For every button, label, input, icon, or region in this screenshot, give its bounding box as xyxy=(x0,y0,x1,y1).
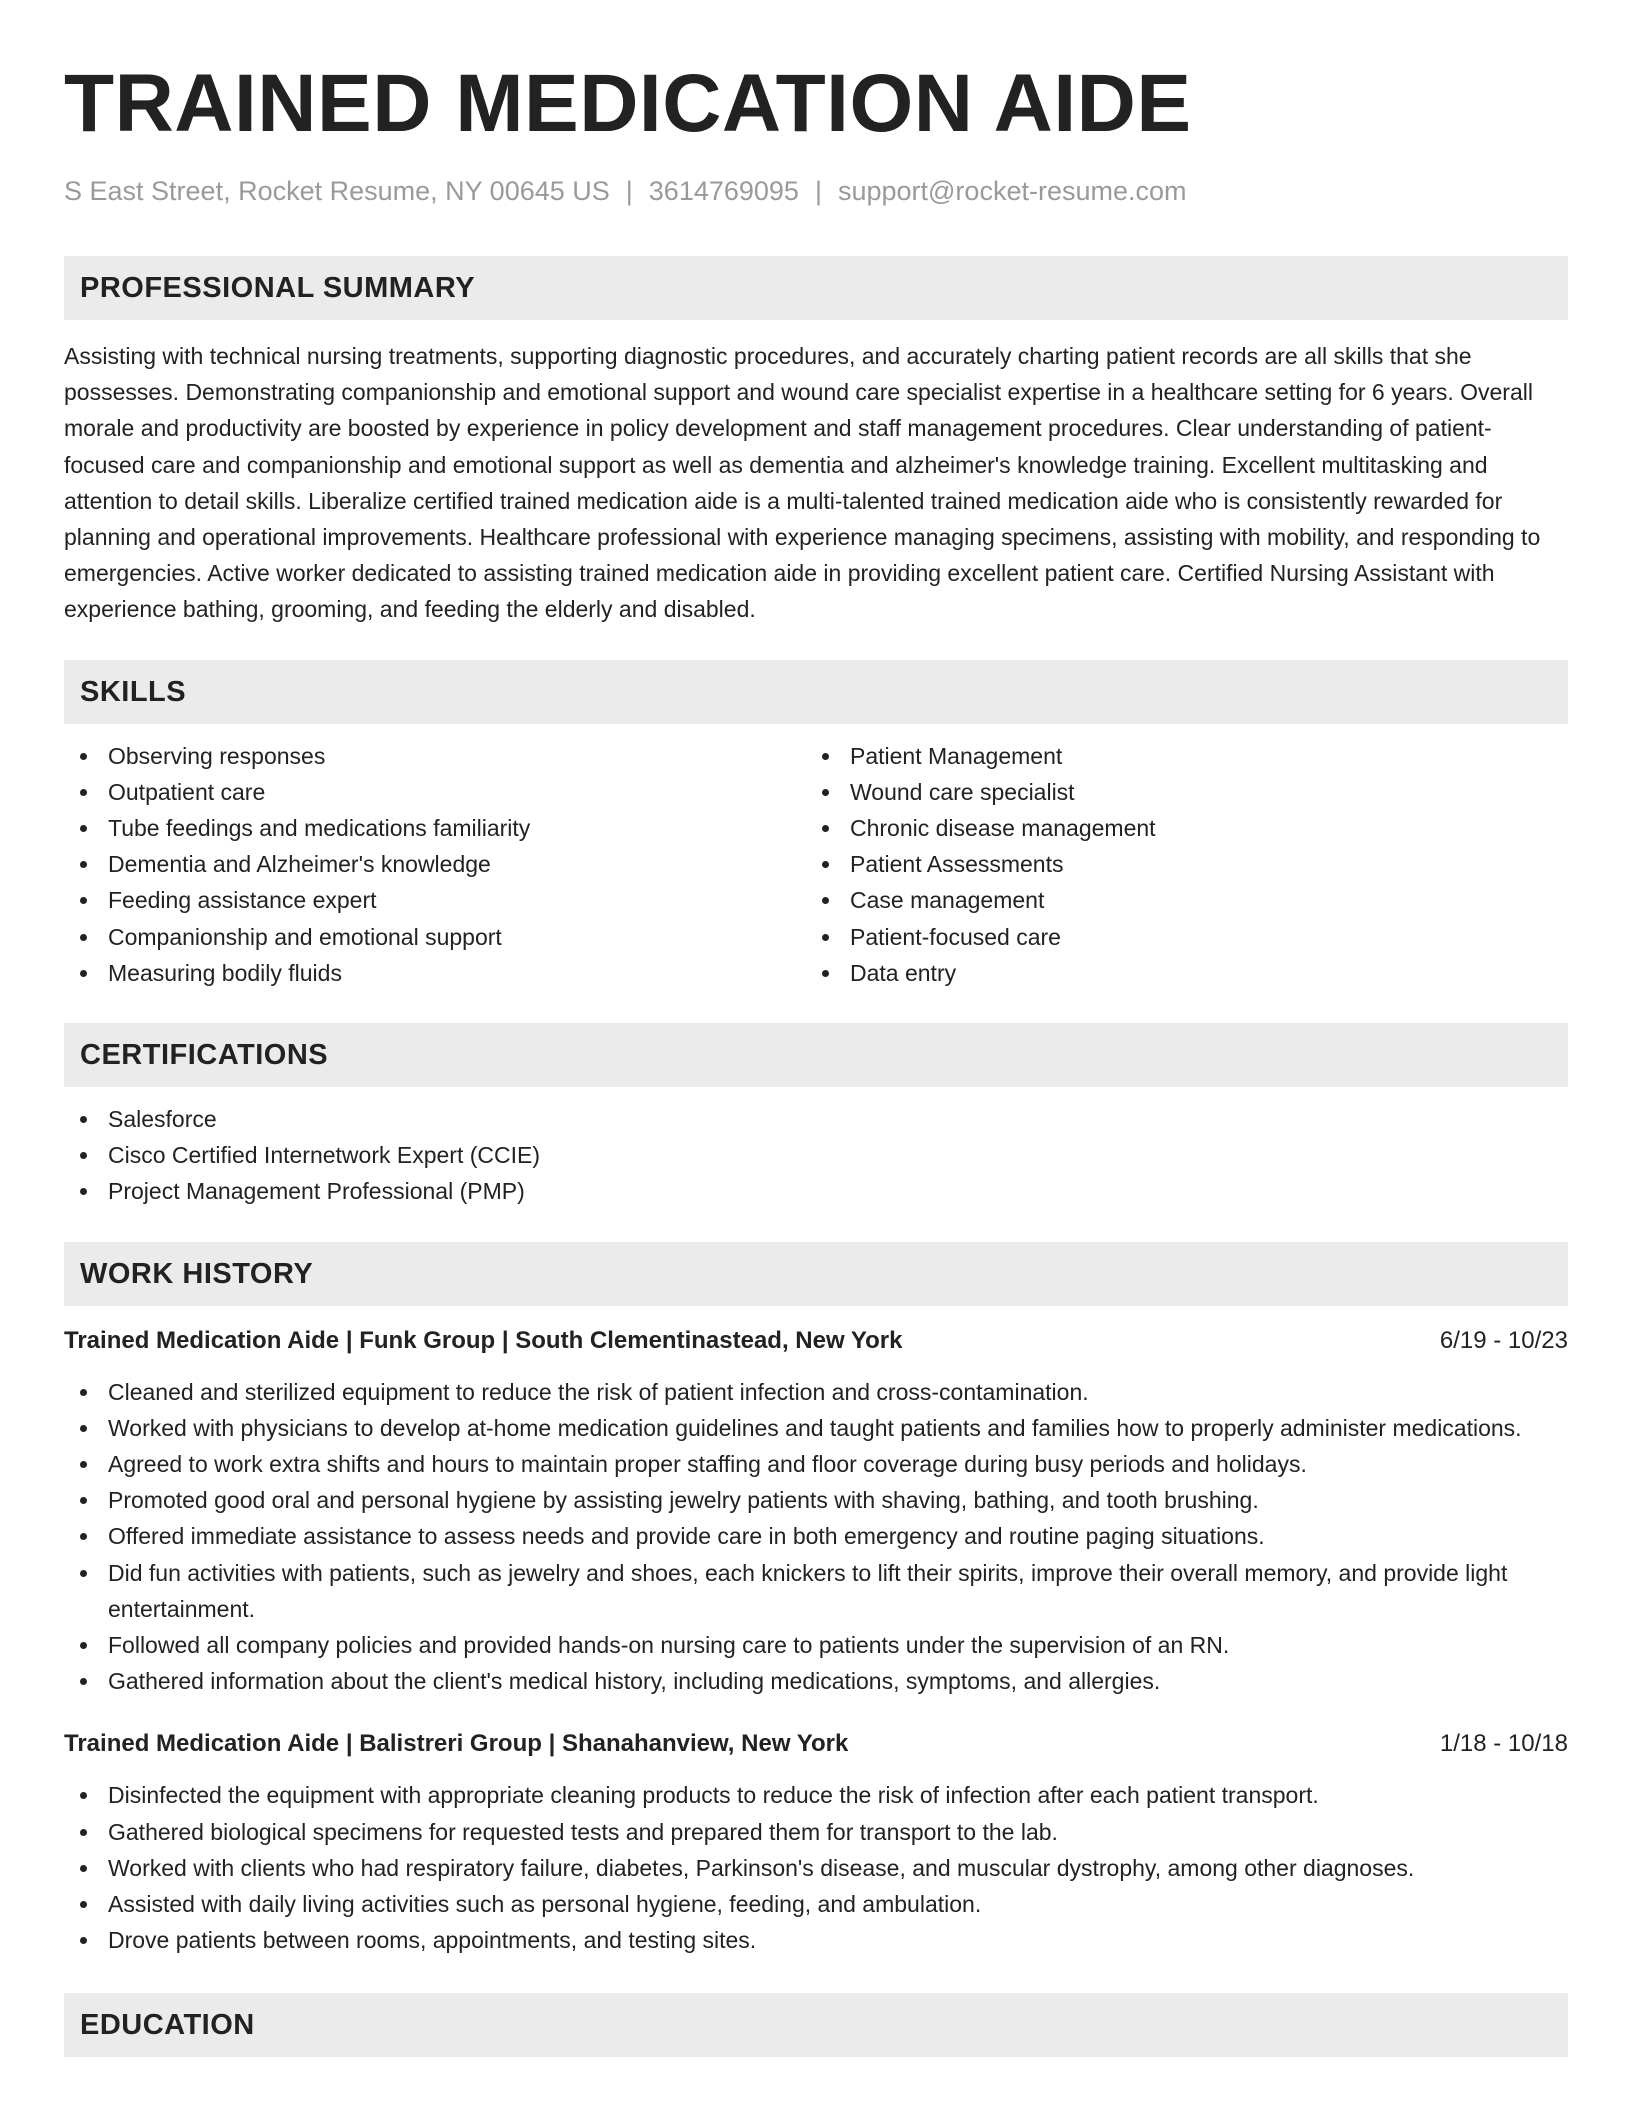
skill-item: Tube feedings and medications familiarity xyxy=(64,810,806,846)
job-duty-item: Followed all company policies and provided hands-on nursing care to patients under the supervision of an RN. xyxy=(64,1627,1568,1663)
job-duty-item: Assisted with daily living activities such as personal hygiene, feeding, and ambulation. xyxy=(64,1886,1568,1922)
skill-item: Patient Assessments xyxy=(806,846,1548,882)
job-duties-list xyxy=(64,1777,1568,1958)
job-title: Trained Medication Aide | Funk Group | South Clementinastead, New York xyxy=(64,1326,903,1354)
certifications-list xyxy=(64,1101,1568,1210)
skill-item: Chronic disease management xyxy=(806,810,1548,846)
job-header xyxy=(64,1324,1568,1358)
resume-page xyxy=(64,0,1568,2057)
contact-email: support@rocket-resume.com xyxy=(837,176,1187,206)
job-duty-item: Agreed to work extra shifts and hours to maintain proper staffing and floor coverage during busy periods and holidays. xyxy=(64,1446,1568,1482)
job-duty-item: Drove patients between rooms, appointments, and testing sites. xyxy=(64,1922,1568,1958)
skill-item: Case management xyxy=(806,882,1548,918)
work-history-section-header: WORK HISTORY xyxy=(64,1242,1568,1306)
job-duty-item: Disinfected the equipment with appropriate cleaning products to reduce the risk of infection after each patient transport. xyxy=(64,1777,1568,1813)
contact-address: S East Street, Rocket Resume, NY 00645 US xyxy=(64,176,610,206)
skill-item: Dementia and Alzheimer's knowledge xyxy=(64,846,806,882)
skill-item: Outpatient care xyxy=(64,774,806,810)
job-duties-list xyxy=(64,1374,1568,1700)
resume-name-heading: TRAINED MEDICATION AIDE xyxy=(64,58,1192,149)
skills-list-right xyxy=(806,738,1548,991)
certification-item: Project Management Professional (PMP) xyxy=(64,1173,1568,1209)
job-dates: 6/19 - 10/23 xyxy=(1439,1326,1568,1354)
summary-section-header: PROFESSIONAL SUMMARY xyxy=(64,256,1568,320)
skills-section-header: SKILLS xyxy=(64,660,1568,724)
job-duty-item: Cleaned and sterilized equipment to reduce the risk of patient infection and cross-contamination. xyxy=(64,1374,1568,1410)
skill-item: Feeding assistance expert xyxy=(64,882,806,918)
skills-list-left xyxy=(64,738,806,991)
contact-separator: | xyxy=(625,176,633,206)
job-title: Trained Medication Aide | Balistreri Group | Shanahanview, New York xyxy=(64,1730,849,1758)
job-duty-item: Worked with clients who had respiratory failure, diabetes, Parkinson's disease, and muscular dystrophy, among other diagnoses. xyxy=(64,1850,1568,1886)
contact-phone: 3614769095 xyxy=(648,176,799,206)
skill-item: Companionship and emotional support xyxy=(64,919,806,955)
contact-line xyxy=(64,174,1568,208)
job-dates: 1/18 - 10/18 xyxy=(1439,1730,1568,1758)
skill-item: Observing responses xyxy=(64,738,806,774)
job-header xyxy=(64,1727,1568,1761)
job-duty-item: Did fun activities with patients, such as jewelry and shoes, each knickers to lift their spirits, improve their overall memory, and provide light entertainment. xyxy=(64,1555,1568,1627)
job-duty-item: Gathered information about the client's medical history, including medications, symptoms, and allergies. xyxy=(64,1663,1568,1699)
certification-item: Salesforce xyxy=(64,1101,1568,1137)
skill-item: Data entry xyxy=(806,955,1548,991)
job-duty-item: Worked with physicians to develop at-home medication guidelines and taught patients and families how to properly administer medications. xyxy=(64,1410,1568,1446)
skill-item: Wound care specialist xyxy=(806,774,1548,810)
education-section-header: EDUCATION xyxy=(64,1993,1568,2057)
summary-text: Assisting with technical nursing treatments, supporting diagnostic procedures, and accurately charting patient records are all skills that she possesses. Demonstrating companionship and emotional support and wound care specialist expertise in a healthcare setting for 6 years. Overall morale and productivity are boosted by experience in policy development and staff management procedures. Clear understanding of patient-focused care and companionship and emotional support as well as dementia and alzheimer's knowledge training. Excellent multitasking and attention to detail skills. Liberalize certified trained medication aide is a multi-talented trained medication aide who is consistently rewarded for planning and operational improvements. Healthcare professional with experience managing specimens, assisting with mobility, and responding to emergencies. Active worker dedicated to assisting trained medication aide in providing excellent patient care. Certified Nursing Assistant with experience bathing, grooming, and feeding the elderly and disabled. xyxy=(64,343,1541,623)
skill-item: Measuring bodily fluids xyxy=(64,955,806,991)
job-duty-item: Promoted good oral and personal hygiene by assisting jewelry patients with shaving, bathing, and tooth brushing. xyxy=(64,1482,1568,1518)
certification-item: Cisco Certified Internetwork Expert (CCIE) xyxy=(64,1137,1568,1173)
job-duty-item: Gathered biological specimens for requested tests and prepared them for transport to the lab. xyxy=(64,1814,1568,1850)
certifications-section-header: CERTIFICATIONS xyxy=(64,1023,1568,1087)
skill-item: Patient-focused care xyxy=(806,919,1548,955)
skill-item: Patient Management xyxy=(806,738,1548,774)
contact-separator: | xyxy=(814,176,822,206)
skills-columns xyxy=(64,738,1568,991)
job-duty-item: Offered immediate assistance to assess needs and provide care in both emergency and routine paging situations. xyxy=(64,1518,1568,1554)
